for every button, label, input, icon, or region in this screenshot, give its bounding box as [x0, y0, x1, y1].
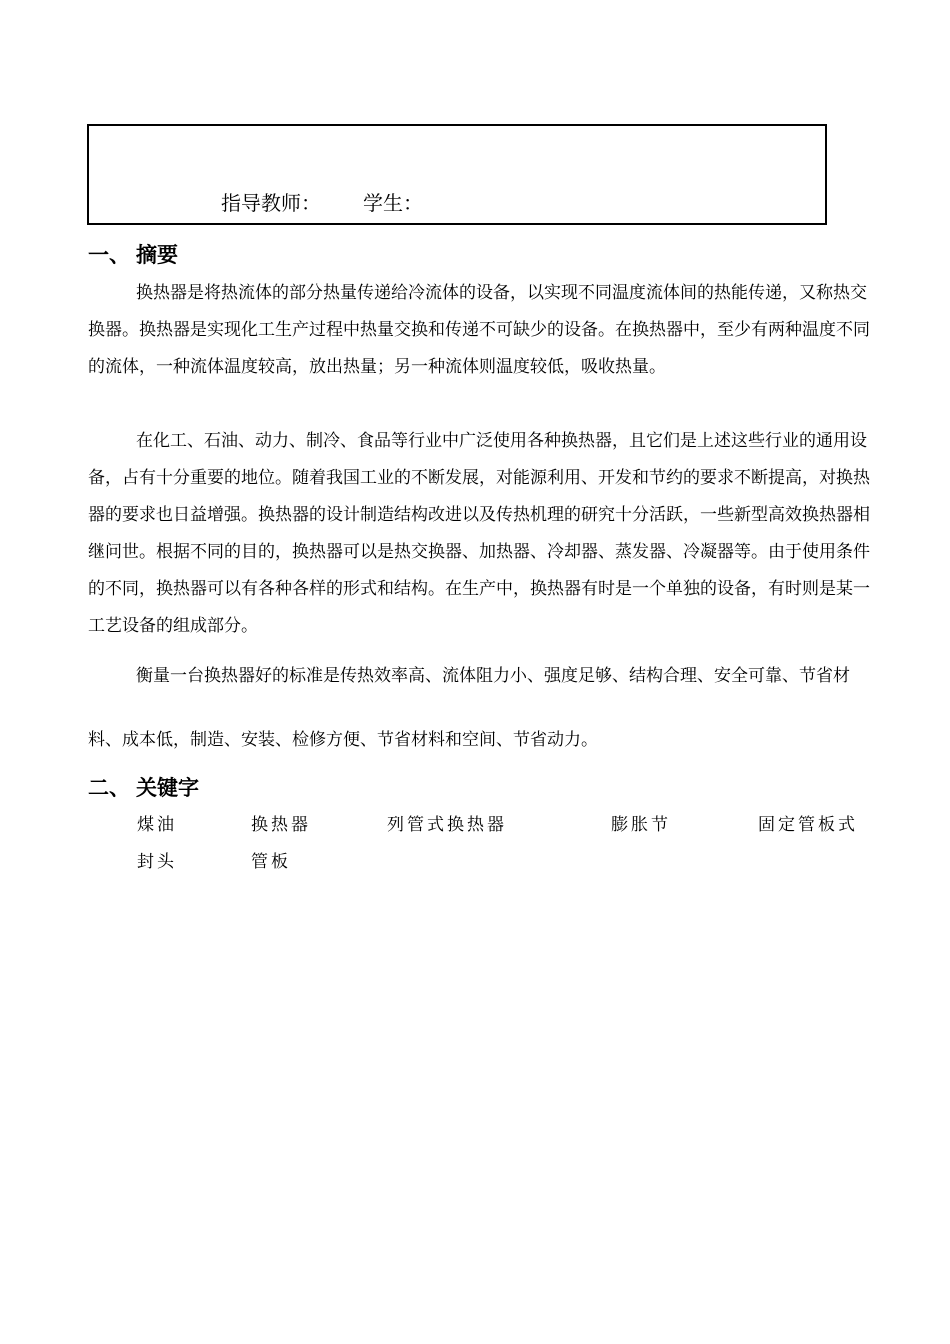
author-info-line	[221, 188, 423, 218]
keyword-item: 固定管板式	[758, 815, 858, 835]
keyword-item: 换热器	[251, 815, 311, 835]
keywords-number: 二、	[88, 776, 130, 800]
keyword-item: 列管式换热器	[387, 815, 507, 835]
keyword-item: 煤油	[137, 815, 177, 835]
abstract-paragraph-2: 在化工、石油、动力、制冷、食品等行业中广泛使用各种换热器，且它们是上述这些行业的通用设备，占有十分重要的地位。随着我国工业的不断发展，对能源利用、开发和节约的要求不断提高，对换热器的要求也日益增强。换热器的设计制造结构改进以及传热机理的研究十分活跃，一些新型高效换热器相继问世。根据不同的目的，换热器可以是热交换器、加热器、冷却器、蒸发器、冷凝器等。由于使用条件的不同，换热器可以有各种各样的形式和结构。在生产中，换热器有时是一个单独的设备，有时则是某一工艺设备的组成部分。	[88, 431, 870, 636]
abstract-heading	[88, 240, 178, 270]
student-label: 学生：	[363, 191, 423, 215]
abstract-title: 摘要	[136, 243, 178, 267]
teacher-label: 指导教师：	[221, 191, 321, 215]
abstract-paragraph-3: 衡量一台换热器好的标准是传热效率高、流体阻力小、强度足够、结构合理、安全可靠、节省材料、成本低，制造、安装、检修方便、节省材料和空间、节省动力。	[88, 666, 850, 750]
abstract-number: 一、	[88, 243, 130, 267]
keyword-item: 封头	[137, 852, 177, 872]
keywords-heading	[88, 773, 199, 803]
keyword-item: 膨胀节	[611, 815, 671, 835]
abstract-paragraph-1: 换热器是将热流体的部分热量传递给冷流体的设备，以实现不同温度流体间的热能传递，又称热交换器。换热器是实现化工生产过程中热量交换和传递不可缺少的设备。在换热器中，至少有两种温度不同的流体，一种流体温度较高，放出热量；另一种流体则温度较低，吸收热量。	[88, 283, 870, 377]
keywords-title: 关键字	[136, 776, 199, 800]
title-info-box	[87, 124, 827, 225]
keyword-item: 管板	[251, 852, 291, 872]
